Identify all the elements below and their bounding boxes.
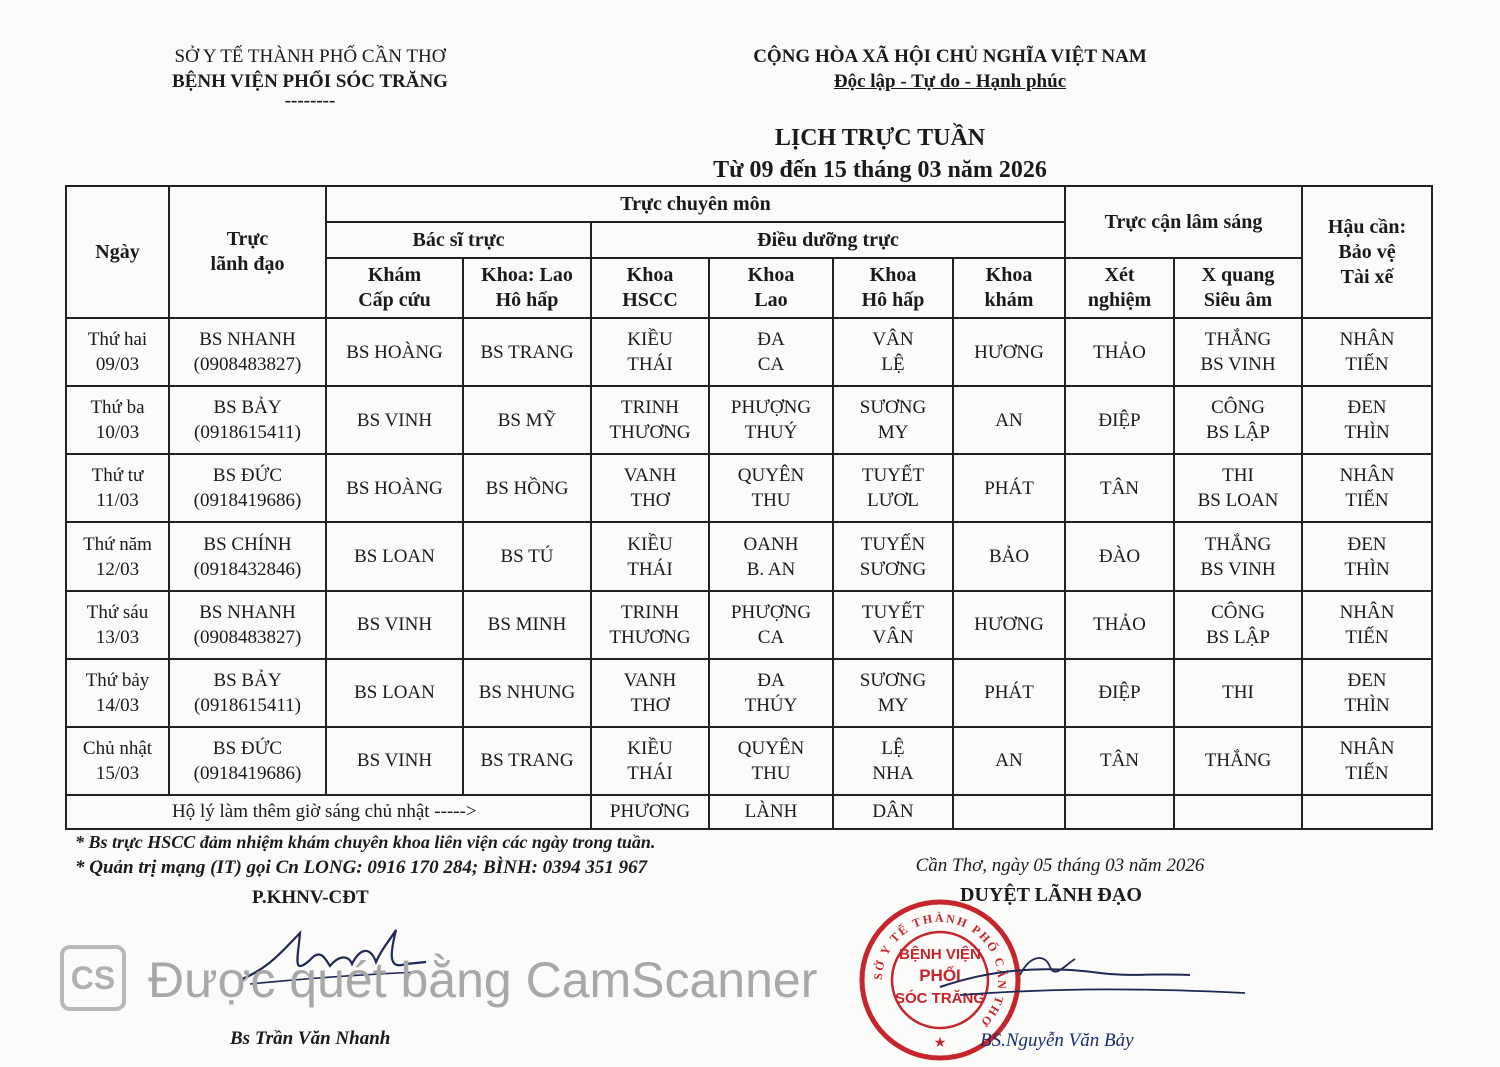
- header-logistics: Hậu cần: Bảo vệ Tài xế: [1302, 186, 1432, 318]
- subheader-cell: X quang Siêu âm: [1174, 258, 1302, 318]
- duty-cell: KIỀU THÁI: [591, 318, 709, 386]
- duty-cell: BS LOAN: [326, 522, 463, 590]
- duty-cell: ĐIỆP: [1065, 386, 1174, 454]
- duty-cell: BS VINH: [326, 386, 463, 454]
- duty-cell: TRINH THƯƠNG: [591, 386, 709, 454]
- duty-cell: TÂN: [1065, 454, 1174, 522]
- footer-cell-empty: [1302, 795, 1432, 829]
- signing-date: Cần Thơ, ngày 05 tháng 03 năm 2026: [915, 855, 1205, 876]
- duty-cell: THẮNG: [1174, 727, 1302, 795]
- duty-cell: ĐEN THÌN: [1302, 386, 1432, 454]
- duty-cell: HƯƠNG: [953, 318, 1065, 386]
- footer-cell: PHƯƠNG: [591, 795, 709, 829]
- duty-cell: HƯƠNG: [953, 591, 1065, 659]
- duty-schedule-table: [65, 185, 1433, 830]
- right-signature-graphic: [900, 945, 1260, 1015]
- header-day: Ngày: [66, 186, 169, 318]
- header-doctors-on-duty: Bác sĩ trực: [326, 222, 591, 258]
- footer-cell: LÀNH: [709, 795, 833, 829]
- duty-cell: ĐEN THÌN: [1302, 659, 1432, 727]
- duty-cell: OANH B. AN: [709, 522, 833, 590]
- day-cell: Thứ bảy 14/03: [66, 659, 169, 727]
- table-row: [66, 386, 1432, 454]
- issuer-block: [120, 44, 500, 111]
- duty-cell: ĐEN THÌN: [1302, 522, 1432, 590]
- duty-cell: BS TÚ: [463, 522, 591, 590]
- stamp-line-2: PHỔI: [919, 966, 961, 985]
- duty-cell: BS HOÀNG: [326, 454, 463, 522]
- footer-cell-empty: [953, 795, 1065, 829]
- table-row: [66, 727, 1432, 795]
- document-subtitle: Từ 09 đến 15 tháng 03 năm 2026: [713, 157, 1047, 183]
- duty-cell: THI BS LOAN: [1174, 454, 1302, 522]
- day-cell: Chủ nhật 15/03: [66, 727, 169, 795]
- table-row: [66, 318, 1432, 386]
- stamp-line-1: BỆNH VIỆN: [899, 946, 981, 963]
- stamp-ring-text: SỞ Y TẾ THÀNH PHỐ CẦN THƠ: [870, 910, 1010, 1031]
- day-cell: Thứ sáu 13/03: [66, 591, 169, 659]
- duty-cell: BẢO: [953, 522, 1065, 590]
- duty-cell: BS VINH: [326, 591, 463, 659]
- leader-cell: BS ĐỨC (0918419686): [169, 727, 326, 795]
- header-nurses-on-duty: Điều dưỡng trực: [591, 222, 1065, 258]
- subheader-cell: Khoa Lao: [709, 258, 833, 318]
- leader-cell: BS CHÍNH (0918432846): [169, 522, 326, 590]
- duty-cell: VANH THƠ: [591, 454, 709, 522]
- footer-cell-empty: [1065, 795, 1174, 829]
- duty-cell: TUYẾT LƯƠL: [833, 454, 953, 522]
- stamp-star-icon: ★: [933, 1036, 947, 1051]
- duty-cell: BS MINH: [463, 591, 591, 659]
- issuer-divider: --------: [284, 90, 336, 111]
- duty-cell: BS TRANG: [463, 318, 591, 386]
- duty-cell: BS NHUNG: [463, 659, 591, 727]
- duty-cell: AN: [953, 727, 1065, 795]
- subheader-cell: Khoa HSCC: [591, 258, 709, 318]
- header-leader: Trực lãnh đạo: [169, 186, 326, 318]
- header-professional-duty: Trực chuyên môn: [326, 186, 1065, 222]
- duty-cell: NHÂN TIẾN: [1302, 454, 1432, 522]
- republic-name: CỘNG HÒA XÃ HỘI CHỦ NGHĨA VIỆT NAM: [753, 46, 1147, 67]
- leader-cell: BS BẢY (0918615411): [169, 659, 326, 727]
- duty-cell: LỆ NHA: [833, 727, 953, 795]
- duty-cell: PHÁT: [953, 454, 1065, 522]
- left-signer-name: Bs Trần Văn Nhanh: [230, 1028, 391, 1049]
- duty-cell: ĐÀO: [1065, 522, 1174, 590]
- duty-cell: ĐIỆP: [1065, 659, 1174, 727]
- right-signer-name: BS.Nguyễn Văn Bảy: [980, 1030, 1134, 1051]
- duty-cell: BS LOAN: [326, 659, 463, 727]
- duty-cell: THẢO: [1065, 318, 1174, 386]
- leader-cell: BS ĐỨC (0918419686): [169, 454, 326, 522]
- day-cell: Thứ tư 11/03: [66, 454, 169, 522]
- duty-cell: TRINH THƯƠNG: [591, 591, 709, 659]
- duty-cell: SƯƠNG MY: [833, 386, 953, 454]
- note-it-contact: * Quản trị mạng (IT) gọi Cn LONG: 0916 170 284; BÌNH: 0394 351 967: [75, 857, 648, 878]
- duty-cell: NHÂN TIẾN: [1302, 727, 1432, 795]
- duty-cell: QUYÊN THU: [709, 727, 833, 795]
- note-hscc: * Bs trực HSCC đảm nhiệm khám chuyên khoa liên viện các ngày trong tuần.: [75, 832, 656, 852]
- header-paraclinical-duty: Trực cận lâm sáng: [1065, 186, 1302, 258]
- duty-cell: THẮNG BS VINH: [1174, 522, 1302, 590]
- leader-cell: BS NHANH (0908483827): [169, 318, 326, 386]
- duty-cell: ĐA THÚY: [709, 659, 833, 727]
- duty-cell: BS MỸ: [463, 386, 591, 454]
- duty-cell: KIỀU THÁI: [591, 727, 709, 795]
- subheader-cell: Xét nghiệm: [1065, 258, 1174, 318]
- duty-cell: VANH THƠ: [591, 659, 709, 727]
- issuing-department: P.KHNV-CĐT: [252, 887, 369, 908]
- footer-extra-shift-label: Hộ lý làm thêm giờ sáng chủ nhật ----->: [66, 795, 591, 829]
- duty-cell: BS HOÀNG: [326, 318, 463, 386]
- duty-cell: BS HỒNG: [463, 454, 591, 522]
- issuer-dept: SỞ Y TẾ THÀNH PHỐ CẦN THƠ: [174, 46, 446, 67]
- duty-cell: TUYẾN SƯƠNG: [833, 522, 953, 590]
- subheader-cell: Khoa khám: [953, 258, 1065, 318]
- duty-cell: PHÁT: [953, 659, 1065, 727]
- national-heading: [720, 44, 1180, 94]
- issuer-hospital: BỆNH VIỆN PHỔI SÓC TRĂNG: [172, 71, 448, 92]
- duty-cell: CÔNG BS LẬP: [1174, 591, 1302, 659]
- duty-cell: AN: [953, 386, 1065, 454]
- duty-cell: BS TRANG: [463, 727, 591, 795]
- duty-cell: CÔNG BS LẬP: [1174, 386, 1302, 454]
- national-motto: Độc lập - Tự do - Hạnh phúc: [833, 71, 1067, 92]
- footer-cell: DÂN: [833, 795, 953, 829]
- duty-cell: THẮNG BS VINH: [1174, 318, 1302, 386]
- duty-cell: KIỀU THÁI: [591, 522, 709, 590]
- subheader-cell: Khám Cấp cứu: [326, 258, 463, 318]
- subheader-cell: Khoa Hô hấp: [833, 258, 953, 318]
- day-cell: Thứ năm 12/03: [66, 522, 169, 590]
- document-title-block: [600, 122, 1160, 186]
- duty-cell: PHƯỢNG THUÝ: [709, 386, 833, 454]
- camscanner-logo-icon: CS: [60, 945, 126, 1011]
- duty-cell: TÂN: [1065, 727, 1174, 795]
- table-row: [66, 659, 1432, 727]
- stamp-line-3: SÓC TRĂNG: [895, 990, 985, 1007]
- approval-title: DUYỆT LÃNH ĐẠO: [960, 884, 1142, 906]
- duty-cell: NHÂN TIẾN: [1302, 591, 1432, 659]
- camscanner-text: Được quét bằng CamScanner: [148, 952, 818, 1008]
- table-row: [66, 454, 1432, 522]
- day-cell: Thứ hai 09/03: [66, 318, 169, 386]
- duty-cell: TUYẾT VÂN: [833, 591, 953, 659]
- table-row: [66, 591, 1432, 659]
- document-title: LỊCH TRỰC TUẦN: [774, 125, 986, 151]
- duty-cell: THẢO: [1065, 591, 1174, 659]
- day-cell: Thứ ba 10/03: [66, 386, 169, 454]
- table-row: [66, 522, 1432, 590]
- leader-cell: BS NHANH (0908483827): [169, 591, 326, 659]
- duty-cell: SƯƠNG MY: [833, 659, 953, 727]
- footer-cell-empty: [1174, 795, 1302, 829]
- leader-cell: BS BẢY (0918615411): [169, 386, 326, 454]
- duty-cell: BS VINH: [326, 727, 463, 795]
- duty-cell: QUYÊN THU: [709, 454, 833, 522]
- duty-cell: ĐA CA: [709, 318, 833, 386]
- duty-cell: NHÂN TIẾN: [1302, 318, 1432, 386]
- duty-cell: THI: [1174, 659, 1302, 727]
- subheader-cell: Khoa: Lao Hô hấp: [463, 258, 591, 318]
- duty-cell: PHƯỢNG CA: [709, 591, 833, 659]
- duty-cell: VÂN LỆ: [833, 318, 953, 386]
